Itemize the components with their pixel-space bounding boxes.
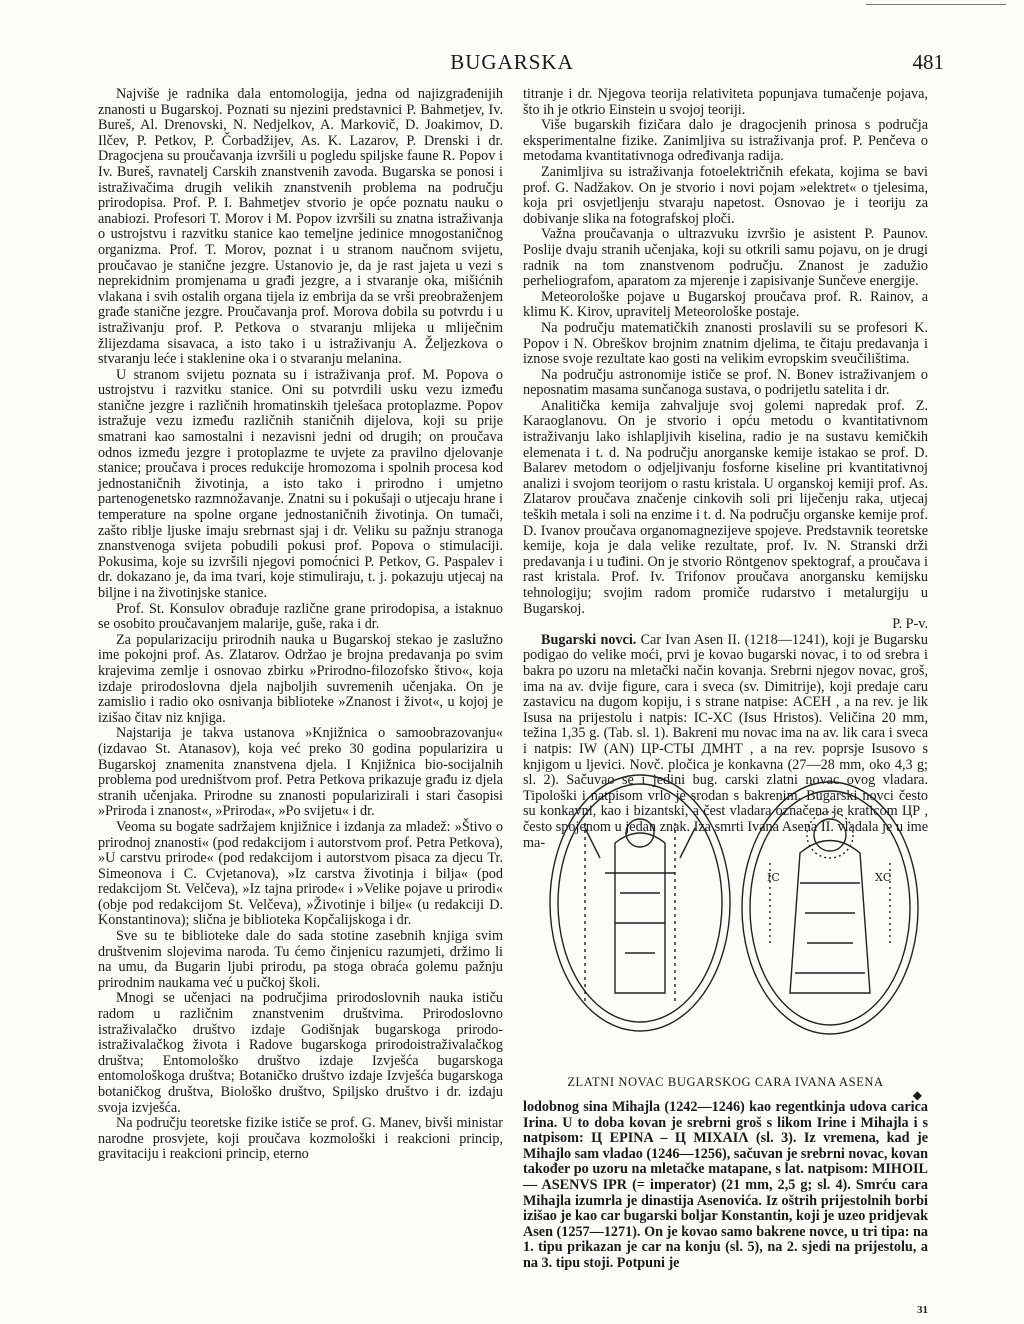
paragraph: Na području teoretske fizike ističe se prof. G. Manev, bivši ministar narodne prosvjete, koji proučava kozmološki i reakcioni princip, gravitaciju i reakcioni princip, eterno (98, 1115, 503, 1163)
coin-reverse-rim (742, 782, 918, 1034)
sheet-number: 31 (917, 1304, 928, 1316)
paragraph: Na području matematičkih znanosti proslavili su se profesori K. Popov i N. Obreškov brojnim znatnim djelima, te čitaju predavanja i iznose svoje rezultate kao gosti na velikim evropskim sveučilištima. (523, 319, 928, 368)
gold-coin-illustration (545, 763, 925, 1063)
section-body: Car Ivan Asen II. (1218—1241), koji je Bugarsku podigao do velike moći, prvi je kovao bugarski novac, i to od srebra i bakra po uzoru na mletački način kovanja. Srebrni njegov novac, groš, ima na av. dvije figure, cara i sveca (sv. Dimitrije), koji predaje caru zastavicu na dugom kopiju, i s strane natpise: ΑCΕΗ , a na rev. je lik Isusa na prijestolu i natpis: IC-XC (Isus Hristos). Veličina 20 mm, težina 1,35 g. (Tab. sl. 1). Bakreni mu novac ima na av. lik cara i sveca i natpis: IW (ΑΝ) ЦΡ-СТЫ ДМΗТ , a na rev. poprsje Isusovo s knjigom u ljevici. Novč. pločica je konkavna (27—28 mm, oko 4,3 g; sl. 2). Sačuvao se i jedini bug. carski zlatni novac ovog vladara. Tipološki i natpisom vrlo je srodan s bakrenim. Bugarski novci često su konkavni, kao i bizantski, a čest vladara označena je kraticom ЦΡ , često spojenom u jedan znak. Iza smrti Ivana Asena II. vladala je u ime ma- (523, 631, 928, 851)
paragraph: titranje i dr. Njegova teorija relativiteta popunjava tumačenje pojava, što ih je otkrio Einstein u svojoj teoriji. (523, 86, 928, 118)
author-signature: P. P-v. (892, 616, 928, 633)
section-heading: Bugarski novci. (541, 631, 637, 648)
coin-drawing (545, 763, 925, 1063)
page-title: BUGARSKA (450, 50, 574, 74)
figure-caption: ZLATNI NOVAC BUGARSKOG CARA IVANA ASENA (567, 1075, 884, 1089)
paragraph: Više bugarskih fizičara dalo je dragocjenih prinosa s područja eksperimentalne fizike. Zanimljiva su istraživanja prof. P. Penčeva o metodama kvantitativnoga određivanja radija. (523, 117, 928, 165)
paragraph: Veoma su bogate sadržajem knjižnice i izdanja za mladež: »Štivo o prirodnoj znanosti« (pod redakcijom i autorstvom prof. Petra Petkova), »U carstvu prirode« (pod redakcijom i autorstvom pisaca za djecu Tr. Simeonova i C. Cvjetanova), »Iz carstva životinja i bilja« (pod redakcijom St. Velčeva), »Iz tajna prirode« i »Velike pojave u prirodi« (obje pod redakcijom St. Velčeva), »Životinje i bilje« (u redakciji D. Konstantinova); slična je biblioteka Kopčalijskoga i dr. (98, 818, 503, 929)
reverse-christ-head (814, 819, 846, 851)
paragraph: Zanimljiva su istraživanja fotoelektričnih efekata, kojima se bavi prof. G. Nadžakov. On je stvorio i novi pojam »elektret« o tjelesima, koja pri osvjetljenju stvaraju napetost. Osnovao je i teoriju za dobivanje slika na fotografskoj ploči. (523, 163, 928, 227)
page-number: 481 (912, 50, 944, 74)
right-column-bottom (523, 1100, 928, 1322)
paragraph: Najstarija je takva ustanova »Knjižnica o samoobrazovanju« (izdavao St. Atanasov), koja već preko 30 godina popularizira u Bugarskoj znamenita znanstvena djela. I Knjižnica bio-socijalnih problema pod uredništvom prof. Petra Petkova prikazuje građu iz djela stranih učenjaka. Prirodne su znanosti popularizirali i stari časopisi »Priroda i znanost«, »Priroda«, »Po svijetu« i dr. (98, 725, 503, 820)
svg-text:ΙC: ΙC (767, 871, 780, 884)
reverse-christ-figure (790, 841, 870, 994)
top-rule (866, 4, 1006, 5)
right-column-top (523, 86, 928, 851)
svg-text:ΧC: ΧC (875, 871, 892, 884)
paragraph: Za popularizaciju prirodnih nauka u Bugarskoj stekao je zaslužno ime pokojni prof. As. Zlatarov. Održao je brojna predavanja po svim krajevima zemlje i osnovao zbirku »Prirodno-filozofsko štivo«, koja izdaje prirodoslovna djela najboljih suvremenih učenjaka. On je zamislio i radio oko osnivanja biblioteke »Znanost i život«, u kojoj je izišao čitav niz knjiga. (98, 631, 503, 726)
paragraph: Sve su te biblioteke dale do sada stotine zasebnih knjiga svim društvenim slojevima naroda. Tu ćemo činjenicu razumjeti, držimo li na umu, da Bugarin ljubi prirodu, pa stoga obraća golemu pažnju prirodnim naukama već u pučkoj školi. (98, 928, 503, 991)
obverse-emperor-figure (615, 833, 665, 993)
paragraph: Analitička kemija zahvaljuje svoj golemi napredak prof. Z. Karaoglanovu. On je stvorio i opću metodu o kvantitativnom istraživanju lako ishlapljivih kiselina, radio je na sustavu kemičkih elemenata i t. d. Na području anorganske kemije istakao se prof. D. Balarev metodom o odjeljivanju fosforne kiseline pri kvantitativnoj analizi i svojom teorijom o rastu kristala. U organskoj kemiji prof. As. Zlatarov proučava značenje cinkovih soli pri liječenju raka, utjecaj teških metala i soli na enzime i t. d. Na području organske kemije prof. D. Ivanov proučava organomagnezijeve spojeve. Predstavnik teoretske kemije, koja je dala velike rezultate, prof. Iv. N. Stranski drži predavanja i u tuđini. On je stvorio Röntgenov spektograf, a proučava i rast kristala. Prof. Iv. Trifonov proučava anorgansku kemijsku tehnologiju; svojim radom promiče rudarstvo i metalurgiju u Bugarskoj. (523, 397, 928, 617)
paragraph: U stranom svijetu poznata su i istraživanja prof. M. Popova o ustrojstvu i razvitku stanice. Oni su potvrdili usku vezu između stanične jezgre i različnih hromatinskih tjelešaca protoplazme. Popov istražuje vezu između različnih staničnih dijelova, koji su prije smatrani kao samostalni i nezavisni jedni od drugih; on proučava odnos između jezgre i protoplazme te uvjete za pravilno djelovanje stanice; proučava i proces redukcije hromozoma i spolnih procesa kod jednostaničnih životinja, a isto tako i prirodno i umjetno partenogenetsko razmnožavanje. Znatni su i pokušaji o utjecaju hrane i temperature na spolne organe jednostaničnih životinja. On tumači, zašto riblje ljuske imaju srebrnast sjaj i dr. Veliku su pažnju stranoga znanstvenoga svijeta pobudili pokusi prof. Popova o stimulaciji. Pokusima, koje su izvršili njegovi pomoćnici P. Petkov, G. Paspalev i dr. dokazano je, da ima tvari, koje stimuliraju, t. j. pokazuju utjecaj na biljne i na životinjske stanice. (98, 366, 503, 601)
paragraph: lodobnog sina Mihajla (1242—1246) kao regentkinja udova carica Irina. U to doba kovan je srebrni groš s likom Irine i Mihajla i s natpisom: Ц ΕΡΙΝΑ – Ц ΜΙΧΑΙΛ (sl. 3). Iz vremena, kad je Mihajlo sam vladao (1246—1256), sačuvan je srebrni novac, kovan također po uzoru na mletačke matapane, s lat. natpisom: MIHOIL — ASENVS IPR (= imperator) (21 mm, 2,5 g; sl. 4). Smrću cara Mihajla izumrla je dinastija Asenovića. Iz oštrih prijestolnih borbi izišao je kao car bugarski boljar Konstantin, koji je uzeo pridjevak Asen (1257—1271). On je kovao samo bakrene novce, u tri tipa: na 1. tipu prikazan je car na konju (sl. 5), na 2. sjedi na prijestolu, a na 3. tipu stoji. Potpuni je (523, 1099, 929, 1271)
paragraph: Prof. St. Konsulov obrađuje različne grane prirodopisa, a istaknuo se osobito proučavanjem malarije, guše, raka i dr. (98, 600, 503, 633)
paragraph: Meteorološke pojave u Bugarskoj proučava prof. R. Rainov, a klimu K. Kirov, upravitelj Meteorološke postaje. (523, 288, 928, 321)
paragraph: Važna proučavanja o ultrazvuku izvršio je asistent P. Paunov. Poslije dvaju stranih učenjaka, koji su otkrili samu pojavu, on je drugi radnik na tom znanstvenom području. Znanost je zadužio perheliografom, aparatom za mjerenje i zapisivanje Sunčeve energije. (523, 226, 928, 290)
coin-obverse-inner-rim (558, 784, 722, 1022)
left-column (98, 87, 503, 1163)
paragraph: Na području astronomije ističe se prof. N. Bonev istraživanjem o neposnatim masama sunčanoga sustava, o podrijetlu satelita i dr. (523, 366, 928, 399)
paragraph: Mnogi se učenjaci na područjima prirodoslovnih nauka ističu radom u različnim znanstvenim društvima. Prirodoslovno istraživalačko društvo izdaje Godišnjak bugarskoga prirodo-istraživalačkog života i Radove bugarskoga prirodoistraživalačkog društva; Entomološko društvo izdaje Izvješća bugarskoga entomološkoga društva; Botaničko društvo izdaje Izvješća bugarskoga botaničkog društva, Biološko društvo, Spiljsko društvo i dr. izdaju svoja izvješća. (98, 990, 503, 1116)
ornament-icon: ◆ (912, 1088, 922, 1102)
coin-reverse-inner-rim (750, 791, 910, 1025)
paragraph: Najviše je radnika dala entomologija, jedna od najizgrađenijih znanosti u Bugarskoj. Poznati su njezini predstavnici P. Bahmetjev, Iv. Bureš, Al. Drenovski, N. Nedjelkov, A. Markovič, D. Joakimov, D. Ilčev, P. Petkov, P. Čorbadžijev, As. K. Lazarov, P. Drenski i dr. Dragocjena su proučavanja izvršili u pogledu spiljske faune R. Popov i Iv. Bureš, ravnatelj Carskih znanstvenih zavoda. Bugarska se ponosi i istraživačima drugih velikih znanstvenih problema na području prirodopisa. Prof. P. I. Bahmetjev stvorio je opće poznatu nauku o anabiozi. Profesori T. Morov i M. Popov izvršili su znatna istraživanja o ustrojstvu i razvitku stanice kao temeljne jedinice mnogostaničnog organizma. Prof. T. Morov, poznat i u stranom naučnom svijetu, proučavao je stanične jezgre. Ustanovio je, da je rast jajeta u vezi s neprekidnim promjenama u građi jezgre, a i stvaranje oka, mišićnih vlakana i svih ostalih organa tijela iz embrija da se vrši preobraženjem građe stanične jezgre. Proučavanja prof. Morova dobila su potvrdu i u istraživanju prof. P. Petkova o stvaranju mlijeka u mliječnim žlijezdama sisavaca, a isto tako i u istraživanju A. Željezkova o stvaranju leće i staklenine oka i o stvaranju melanina. (98, 86, 503, 368)
